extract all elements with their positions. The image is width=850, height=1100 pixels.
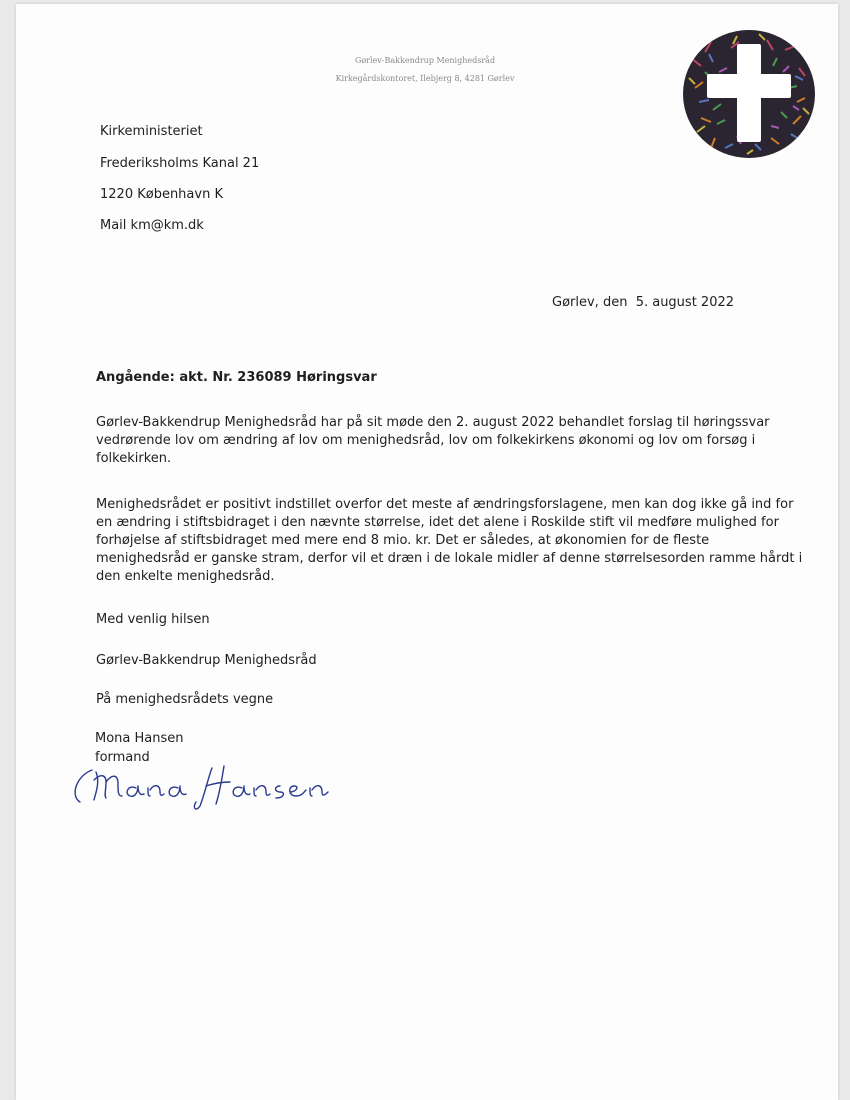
subject-line: Angående: akt. Nr. 236089 Høringsvar [96,370,377,385]
paragraph-line: Gørlev-Bakkendrup Menighedsråd har på sit møde den 2. august 2022 behandlet forslag til høringssvar [96,415,770,430]
dateline: Gørlev, den 5. august 2022 [552,295,735,310]
paragraph-line: den enkelte menighedsråd. [96,569,275,584]
recipient-mail: Mail km@km.dk [100,218,204,233]
sender-org: Gørlev-Bakkendrup Menighedsråd [96,653,317,668]
paragraph-2 [96,496,802,586]
paragraph-line: forhøjelse af stiftsbidraget med mere end 8 mio. kr. Det er således, at økonomien for de fleste [96,533,710,548]
recipient-city: 1220 København K [100,187,223,202]
handwritten-signature [66,762,336,820]
paragraph-line: en ændring i stiftsbidraget i den nævnte størrelse, idet det alene i Roskilde stift vil medføre mulighed for [96,515,779,530]
cross-emblem-icon [681,28,817,160]
closing: Med venlig hilsen [96,612,210,627]
signer-name: Mona Hansen [95,731,184,746]
letterhead-org: Gørlev-Bakkendrup Menighedsråd [354,56,496,65]
paragraph-line: vedrørende lov om ændring af lov om menighedsråd, lov om folkekirkens økonomi og lov om forsøg i [96,433,756,448]
letterhead-address: Kirkegårdskontoret, Ilebjerg 8, 4281 Gørlev [335,74,515,83]
on-behalf: På menighedsrådets vegne [96,692,274,707]
signer-title: formand [95,750,150,765]
paragraph-1 [96,414,770,468]
paragraph-line: Menighedsrådet er positivt indstillet overfor det meste af ændringsforslagene, men kan dog ikke gå ind for [96,497,794,512]
recipient-street: Frederiksholms Kanal 21 [100,156,260,171]
paragraph-line: folkekirken. [96,451,172,466]
recipient-name: Kirkeministeriet [100,124,203,139]
paragraph-line: menighedsråd er ganske stram, derfor vil et dræn i de lokale midler af denne størrelsesorden ramme hårdt i [96,551,803,566]
